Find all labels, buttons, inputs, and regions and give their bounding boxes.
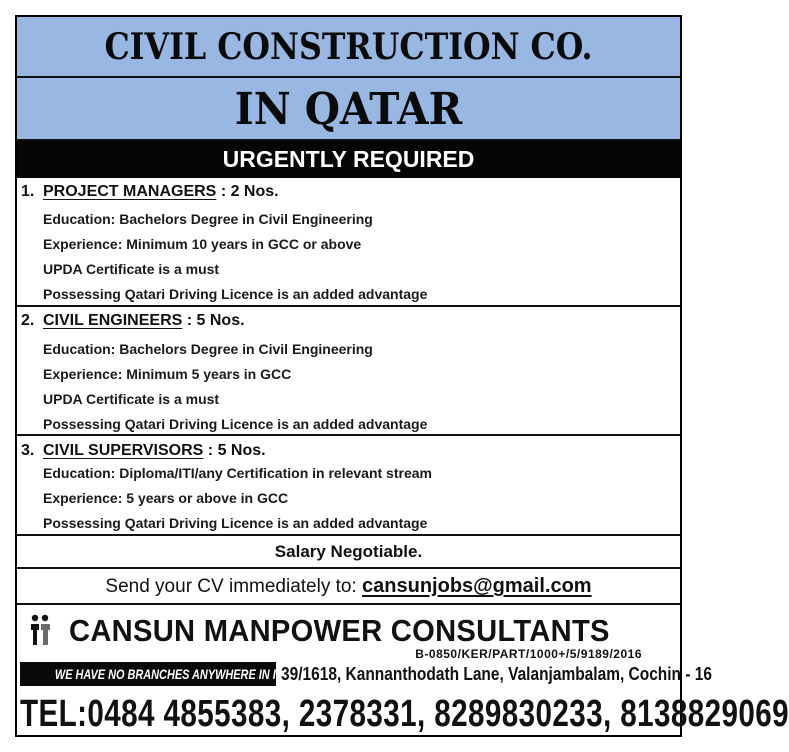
position-count: : 5 Nos.: [207, 442, 266, 459]
urgently-required-banner: URGENTLY REQUIRED: [17, 141, 680, 178]
licence-line: Possessing Qatari Driving Licence is an added advantage: [43, 416, 428, 432]
position-number: 2.: [21, 312, 35, 329]
no-branches-notice: [20, 662, 303, 686]
email-link[interactable]: cansunjobs@gmail.com: [362, 575, 592, 597]
location-banner: [17, 78, 680, 141]
company-banner: [17, 17, 680, 78]
position-count: : 2 Nos.: [220, 183, 279, 200]
send-cv-text: Send your CV immediately to:: [105, 576, 363, 597]
position-title: CIVIL SUPERVISORS: [43, 442, 204, 459]
company-name: CIVIL CONSTRUCTION CO.: [104, 26, 593, 68]
job-advertisement: [15, 15, 789, 737]
position-heading: [21, 441, 266, 461]
licence-line: Possessing Qatari Driving Licence is an added advantage: [43, 286, 428, 302]
office-address: 39/1618, Kannanthodath Lane, Valanjambalam, Cochin - 16: [281, 664, 712, 684]
experience-line: Experience: Minimum 5 years in GCC: [43, 366, 292, 382]
consultant-brand: CANSUN MANPOWER CONSULTANTS: [69, 613, 610, 648]
certificate-line: UPDA Certificate is a must: [43, 391, 220, 407]
people-logo-icon: [30, 614, 52, 646]
experience-line: Experience: 5 years or above in GCC: [43, 490, 289, 506]
send-cv-line: [17, 569, 680, 605]
position-heading: [21, 311, 245, 331]
salary-note: Salary Negotiable.: [17, 536, 680, 569]
certificate-line: UPDA Certificate is a must: [43, 261, 220, 277]
position-civil-engineers: [17, 307, 680, 436]
licence-line: Possessing Qatari Driving Licence is an added advantage: [43, 515, 428, 531]
position-project-managers: [17, 178, 680, 307]
position-civil-supervisors: [17, 436, 680, 536]
position-title: PROJECT MANAGERS: [43, 183, 217, 200]
experience-line: Experience: Minimum 10 years in GCC or above: [43, 236, 362, 252]
education-line: Education: Bachelors Degree in Civil Engineering: [43, 211, 373, 227]
position-number: 1.: [21, 183, 35, 200]
position-count: : 5 Nos.: [186, 312, 245, 329]
registration-number: B-0850/KER/PART/1000+/5/9189/2016: [415, 647, 642, 661]
location-title: IN QATAR: [234, 84, 463, 135]
position-title: CIVIL ENGINEERS: [43, 312, 183, 329]
education-line: Education: Diploma/ITI/any Certification in relevant stream: [43, 465, 432, 481]
position-number: 3.: [21, 442, 35, 459]
education-line: Education: Bachelors Degree in Civil Engineering: [43, 341, 373, 357]
position-heading: [21, 182, 279, 202]
telephone-numbers: TEL:0484 4855383, 2378331, 8289830233, 8138829069: [20, 693, 789, 735]
no-branches-text: WE HAVE NO BRANCHES ANYWHERE IN INDIA: [54, 666, 303, 682]
